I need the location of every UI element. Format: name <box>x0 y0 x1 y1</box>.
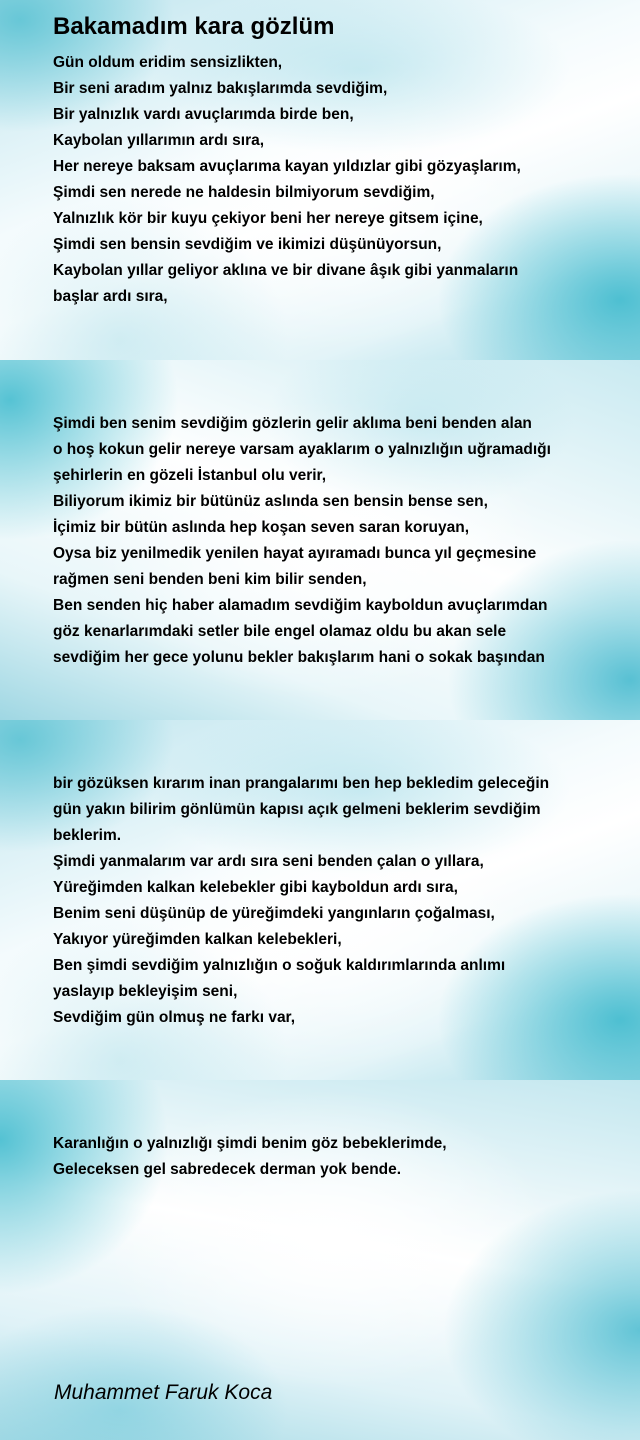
poem-line: Bir yalnızlık vardı avuçlarımda birde ben, <box>53 106 354 123</box>
poem-panel-4 <box>0 1080 640 1440</box>
poem-line: bir gözüksen kırarım inan prangalarımı ben hep bekledim geleceğin <box>53 775 550 792</box>
poem-line: Ben senden hiç haber alamadım sevdiğim kayboldun avuçlarımdan <box>53 597 548 614</box>
poem-line: Biliyorum ikimiz bir bütünüz aslında sen bensin bense sen, <box>53 493 488 510</box>
poem-title: Bakamadım kara gözlüm <box>53 13 335 40</box>
poem-line: Kaybolan yıllar geliyor aklına ve bir divane âşık gibi yanmaların <box>53 262 519 279</box>
poem-line: Şimdi sen nerede ne haldesin bilmiyorum sevdiğim, <box>53 184 435 201</box>
poem-line: Gün oldum eridim sensizlikten, <box>53 54 283 71</box>
poem-line: Her nereye baksam avuçlarıma kayan yıldızlar gibi gözyaşlarım, <box>53 158 521 175</box>
stanza-2 <box>53 411 551 671</box>
poem-line: sevdiğim her gece yolunu bekler bakışlarım hani o sokak başından <box>53 649 545 666</box>
poem-line: Yakıyor yüreğimden kalkan kelebekleri, <box>53 931 342 948</box>
poem-line: Şimdi yanmalarım var ardı sıra seni benden çalan o yıllara, <box>53 853 484 870</box>
poem-line: Yalnızlık kör bir kuyu çekiyor beni her nereye gitsem içine, <box>53 210 483 227</box>
poem-line: Bir seni aradım yalnız bakışlarımda sevdiğim, <box>53 80 388 97</box>
poem-line: yaslayıp bekleyişim seni, <box>53 983 238 1000</box>
poem-line: Ben şimdi sevdiğim yalnızlığın o soğuk kaldırımlarında anlımı <box>53 957 506 974</box>
poem-line: İçimiz bir bütün aslında hep koşan seven saran koruyan, <box>53 519 470 536</box>
poem-line: Kaybolan yıllarımın ardı sıra, <box>53 132 265 149</box>
poem-line: Şimdi sen bensin sevdiğim ve ikimizi düşünüyorsun, <box>53 236 442 253</box>
stanza-3 <box>53 771 549 1031</box>
poem-line: şehirlerin en gözeli İstanbul olu verir, <box>53 467 327 484</box>
poem-panel-3 <box>0 720 640 1080</box>
poem-line: Oysa biz yenilmedik yenilen hayat ayıramadı bunca yıl geçmesine <box>53 545 537 562</box>
poem-line: başlar ardı sıra, <box>53 288 168 305</box>
poem-line: beklerim. <box>53 827 122 844</box>
poem-panel-1 <box>0 0 640 360</box>
poem-line: Benim seni düşünüp de yüreğimdeki yangınların çoğalması, <box>53 905 495 922</box>
poem-line: gün yakın bilirim gönlümün kapısı açık gelmeni beklerim sevdiğim <box>53 801 541 818</box>
author-signature: Muhammet Faruk Koca <box>54 1381 273 1404</box>
poem-line: rağmen seni benden beni kim bilir senden, <box>53 571 367 588</box>
poem-line: Karanlığın o yalnızlığı şimdi benim göz bebeklerimde, <box>53 1135 447 1152</box>
poem-line: Sevdiğim gün olmuş ne farkı var, <box>53 1009 296 1026</box>
poem-line: Yüreğimden kalkan kelebekler gibi kayboldun ardı sıra, <box>53 879 458 896</box>
poem-line: Geleceksen gel sabredecek derman yok bende. <box>53 1161 402 1178</box>
poem-panel-2 <box>0 360 640 720</box>
stanza-1 <box>53 50 521 310</box>
stanza-4 <box>53 1131 447 1183</box>
poem-line: göz kenarlarımdaki setler bile engel olamaz oldu bu akan sele <box>53 623 507 640</box>
poem-line: o hoş kokun gelir nereye varsam ayaklarım o yalnızlığın uğramadığı <box>53 441 551 458</box>
poem-line: Şimdi ben senim sevdiğim gözlerin gelir aklıma beni benden alan <box>53 415 532 432</box>
